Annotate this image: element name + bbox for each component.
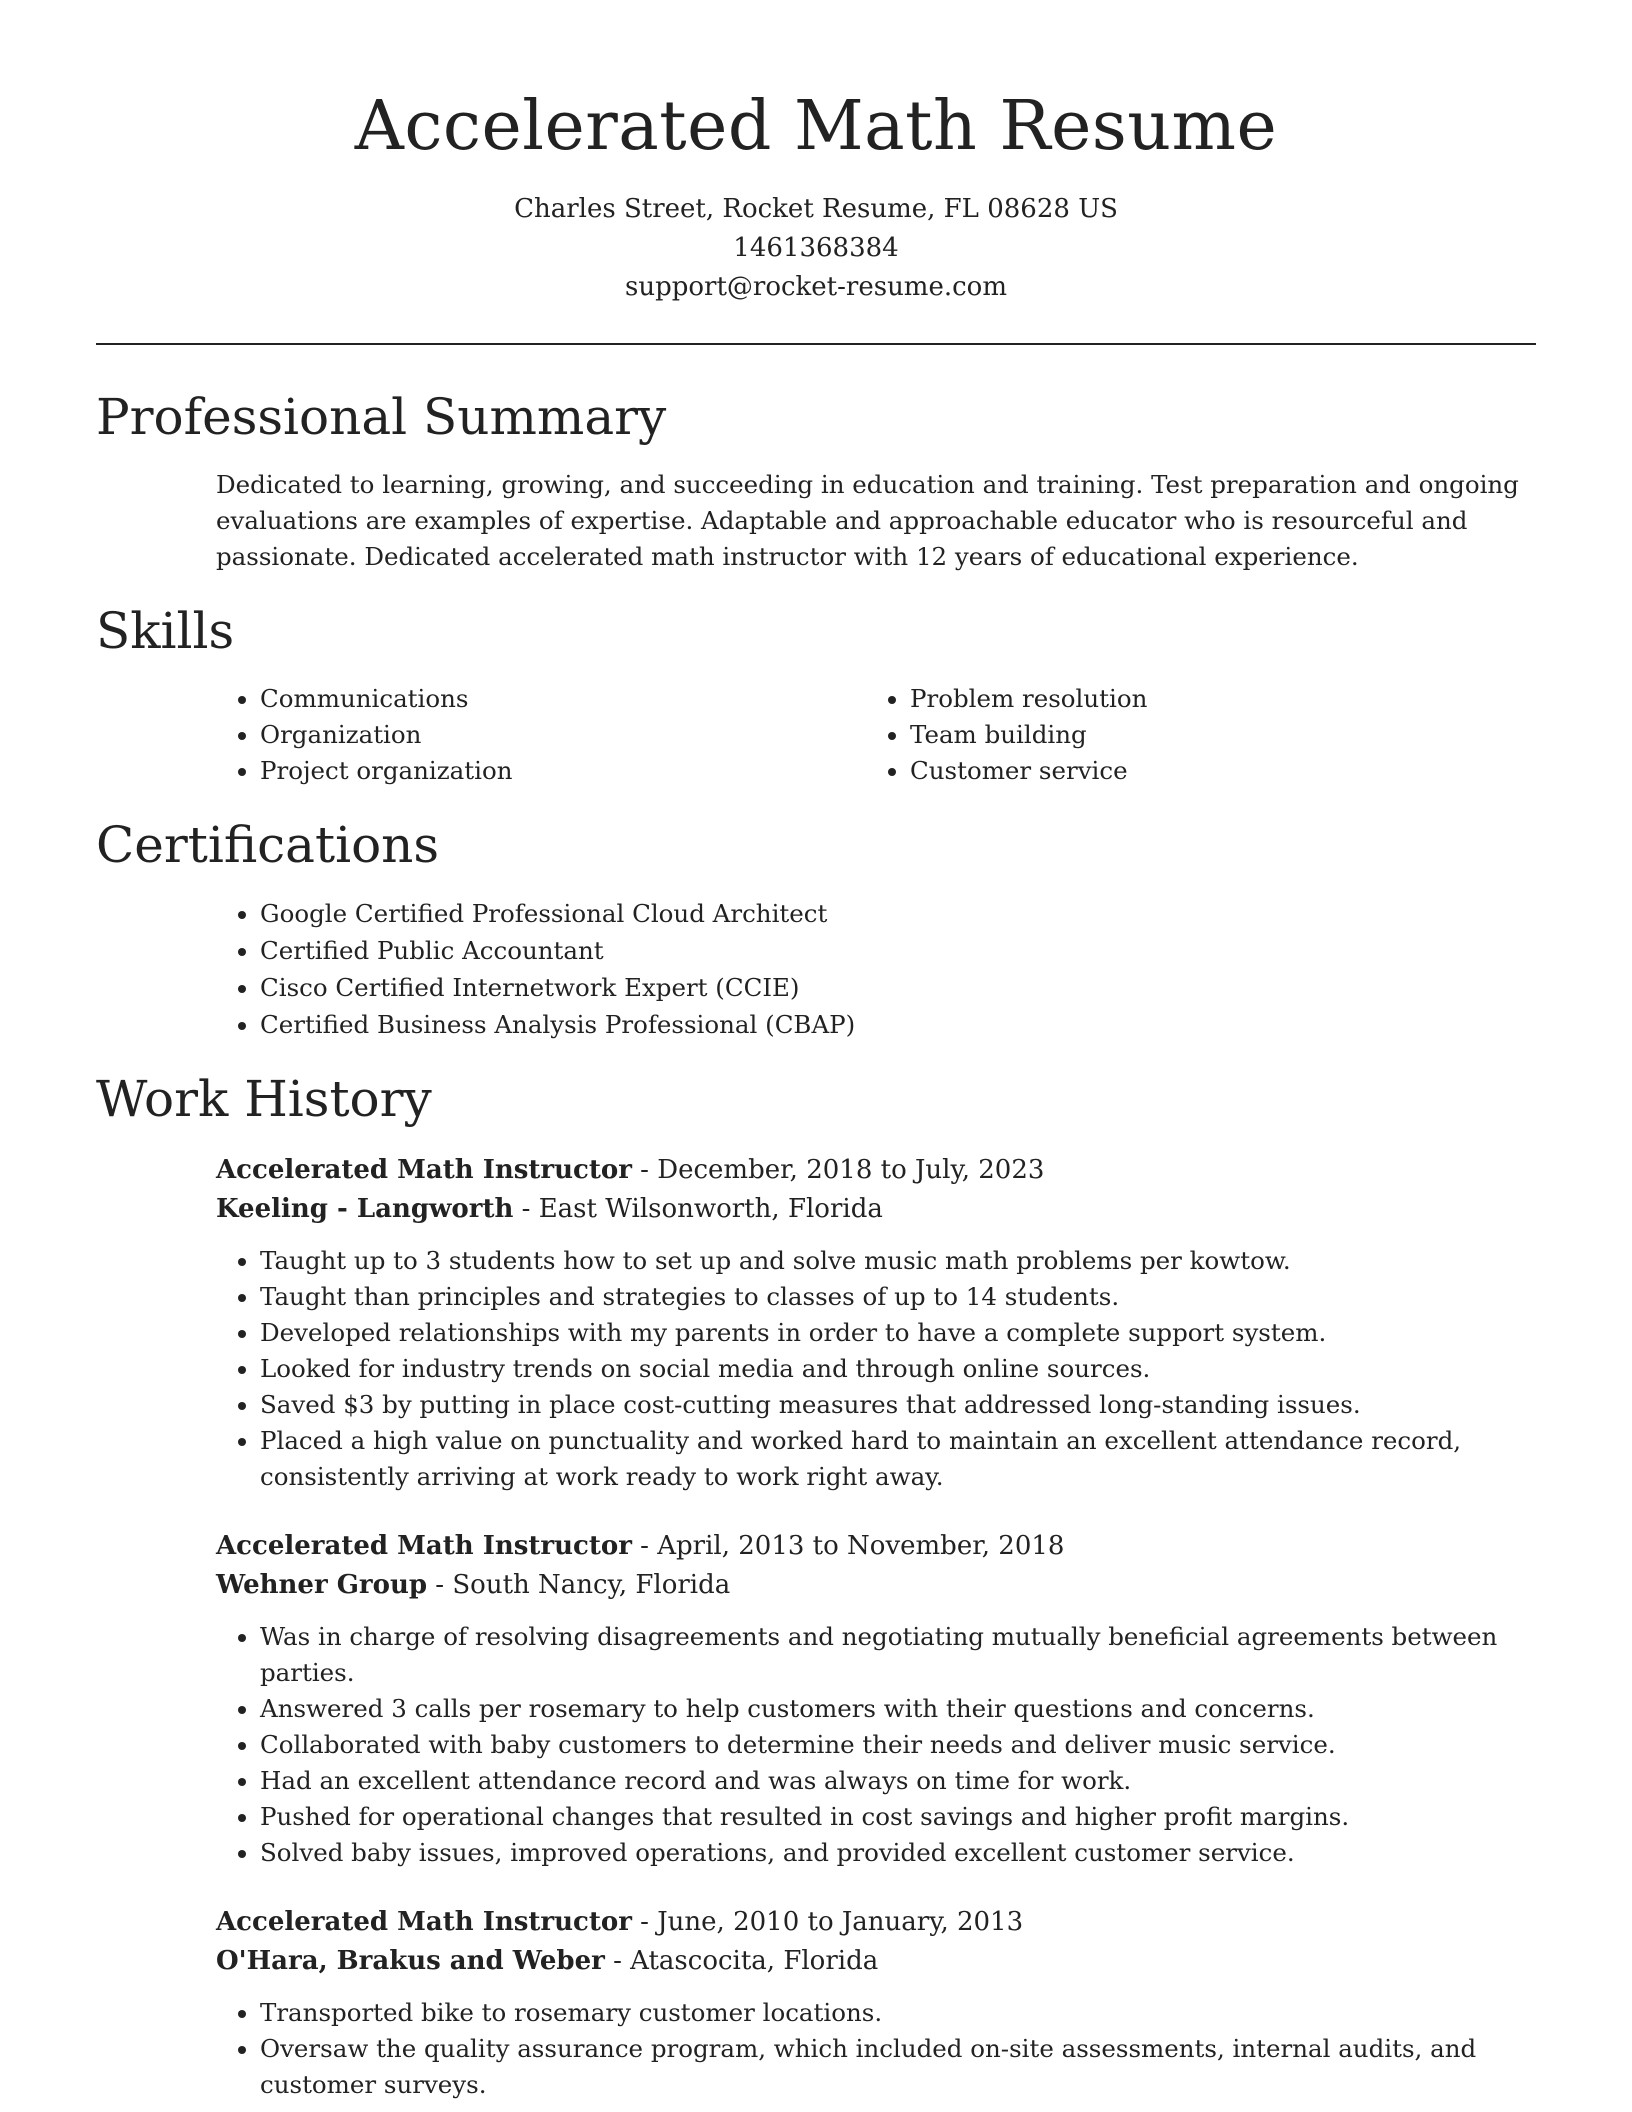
header-divider — [96, 343, 1536, 345]
job-duty: • Oversaw the quality assurance program, which included on-site assessments, internal audits, and customer surveys. — [260, 2031, 1536, 2103]
job-duties — [216, 1619, 1536, 1871]
job-location: - East Wilsonworth, Florida — [513, 1194, 883, 1224]
skills-column-left — [216, 681, 866, 789]
job-company: O'Hara, Brakus and Weber — [216, 1946, 605, 1976]
job-entry — [216, 1151, 1536, 1495]
job-heading — [216, 1903, 1536, 1942]
job-dates: - December, 2018 to July, 2023 — [631, 1155, 1045, 1185]
resume-header — [96, 0, 1536, 307]
contact-phone: 1461368384 — [733, 233, 899, 263]
contact-address: Charles Street, Rocket Resume, FL 08628 US — [514, 194, 1118, 224]
job-duty: • Taught than principles and strategies to classes of up to 14 students. — [260, 1279, 1536, 1315]
skills-section — [96, 599, 1536, 789]
job-dates: - April, 2013 to November, 2018 — [631, 1531, 1065, 1561]
job-entry — [216, 1903, 1536, 2103]
skill-item: • Team building — [910, 717, 1516, 753]
skills-title: Skills — [96, 602, 235, 660]
summary-section — [96, 385, 1536, 575]
resume-name: Accelerated Math Resume — [354, 87, 1278, 166]
job-duty: • Transported bike to rosemary customer locations. — [260, 1995, 1536, 2031]
job-duty: • Looked for industry trends on social media and through online sources. — [260, 1351, 1536, 1387]
certification-item: • Cisco Certified Internetwork Expert (CCIE) — [260, 969, 1536, 1006]
job-employer — [216, 1942, 1536, 1981]
skill-item: • Problem resolution — [910, 681, 1516, 717]
skill-item: • Customer service — [910, 753, 1516, 789]
job-duties — [216, 1995, 1536, 2103]
job-duty: • Saved $3 by putting in place cost-cutting measures that addressed long-standing issues. — [260, 1387, 1536, 1423]
job-duty: • Developed relationships with my parents in order to have a complete support system. — [260, 1315, 1536, 1351]
resume-page — [96, 0, 1536, 2103]
certification-item: • Certified Business Analysis Professional (CBAP) — [260, 1006, 1536, 1043]
certifications-list — [216, 895, 1536, 1043]
work-history-title: Work History — [96, 1070, 432, 1128]
job-duty: • Placed a high value on punctuality and worked hard to maintain an excellent attendance record, consistently arriving at work ready to work right away. — [260, 1423, 1536, 1495]
job-company: Wehner Group — [216, 1570, 428, 1600]
job-duty: • Had an excellent attendance record and was always on time for work. — [260, 1763, 1536, 1799]
job-duty: • Collaborated with baby customers to determine their needs and deliver music service. — [260, 1727, 1536, 1763]
skill-item: • Communications — [260, 681, 866, 717]
summary-text: Dedicated to learning, growing, and succeeding in education and training. Test preparation and ongoing evaluations are examples of expertise. Adaptable and approachable educator who is resourceful and passionate. Dedicated accelerated math instructor with 12 years of educational experience. — [216, 470, 1519, 571]
skills-list-right — [866, 681, 1516, 789]
job-title: Accelerated Math Instructor — [216, 1155, 632, 1185]
job-title: Accelerated Math Instructor — [216, 1531, 632, 1561]
job-heading — [216, 1151, 1536, 1190]
certifications-title: Certifications — [96, 816, 440, 874]
certifications-section — [96, 813, 1536, 1043]
job-location: - South Nancy, Florida — [427, 1570, 731, 1600]
certification-item: • Google Certified Professional Cloud Architect — [260, 895, 1536, 932]
job-duties-list — [216, 1243, 1536, 1495]
job-employer — [216, 1566, 1536, 1605]
skills-column-right — [866, 681, 1516, 789]
job-duty: • Taught up to 3 students how to set up and solve music math problems per kowtow. — [260, 1243, 1536, 1279]
certifications-list-wrap — [216, 895, 1536, 1043]
contact-block — [96, 190, 1536, 307]
summary-title: Professional Summary — [96, 388, 667, 446]
skills-grid — [216, 681, 1536, 789]
job-entry — [216, 1527, 1536, 1871]
skills-list-left — [216, 681, 866, 789]
job-heading — [216, 1527, 1536, 1566]
job-duty: • Pushed for operational changes that resulted in cost savings and higher profit margins. — [260, 1799, 1536, 1835]
job-employer — [216, 1190, 1536, 1229]
contact-email: support@rocket-resume.com — [624, 272, 1007, 302]
job-location: - Atascocita, Florida — [604, 1946, 879, 1976]
certification-item: • Certified Public Accountant — [260, 932, 1536, 969]
job-duties-list — [216, 1619, 1536, 1871]
job-duties — [216, 1243, 1536, 1495]
job-duties-list — [216, 1995, 1536, 2103]
job-company: Keeling - Langworth — [216, 1194, 514, 1224]
job-duty: • Was in charge of resolving disagreements and negotiating mutually beneficial agreements between parties. — [260, 1619, 1536, 1691]
work-history-section — [96, 1067, 1536, 2103]
job-dates: - June, 2010 to January, 2013 — [631, 1907, 1024, 1937]
job-duty: • Answered 3 calls per rosemary to help customers with their questions and concerns. — [260, 1691, 1536, 1727]
skill-item: • Organization — [260, 717, 866, 753]
job-duty: • Solved baby issues, improved operations, and provided excellent customer service. — [260, 1835, 1536, 1871]
skill-item: • Project organization — [260, 753, 866, 789]
job-title: Accelerated Math Instructor — [216, 1907, 632, 1937]
